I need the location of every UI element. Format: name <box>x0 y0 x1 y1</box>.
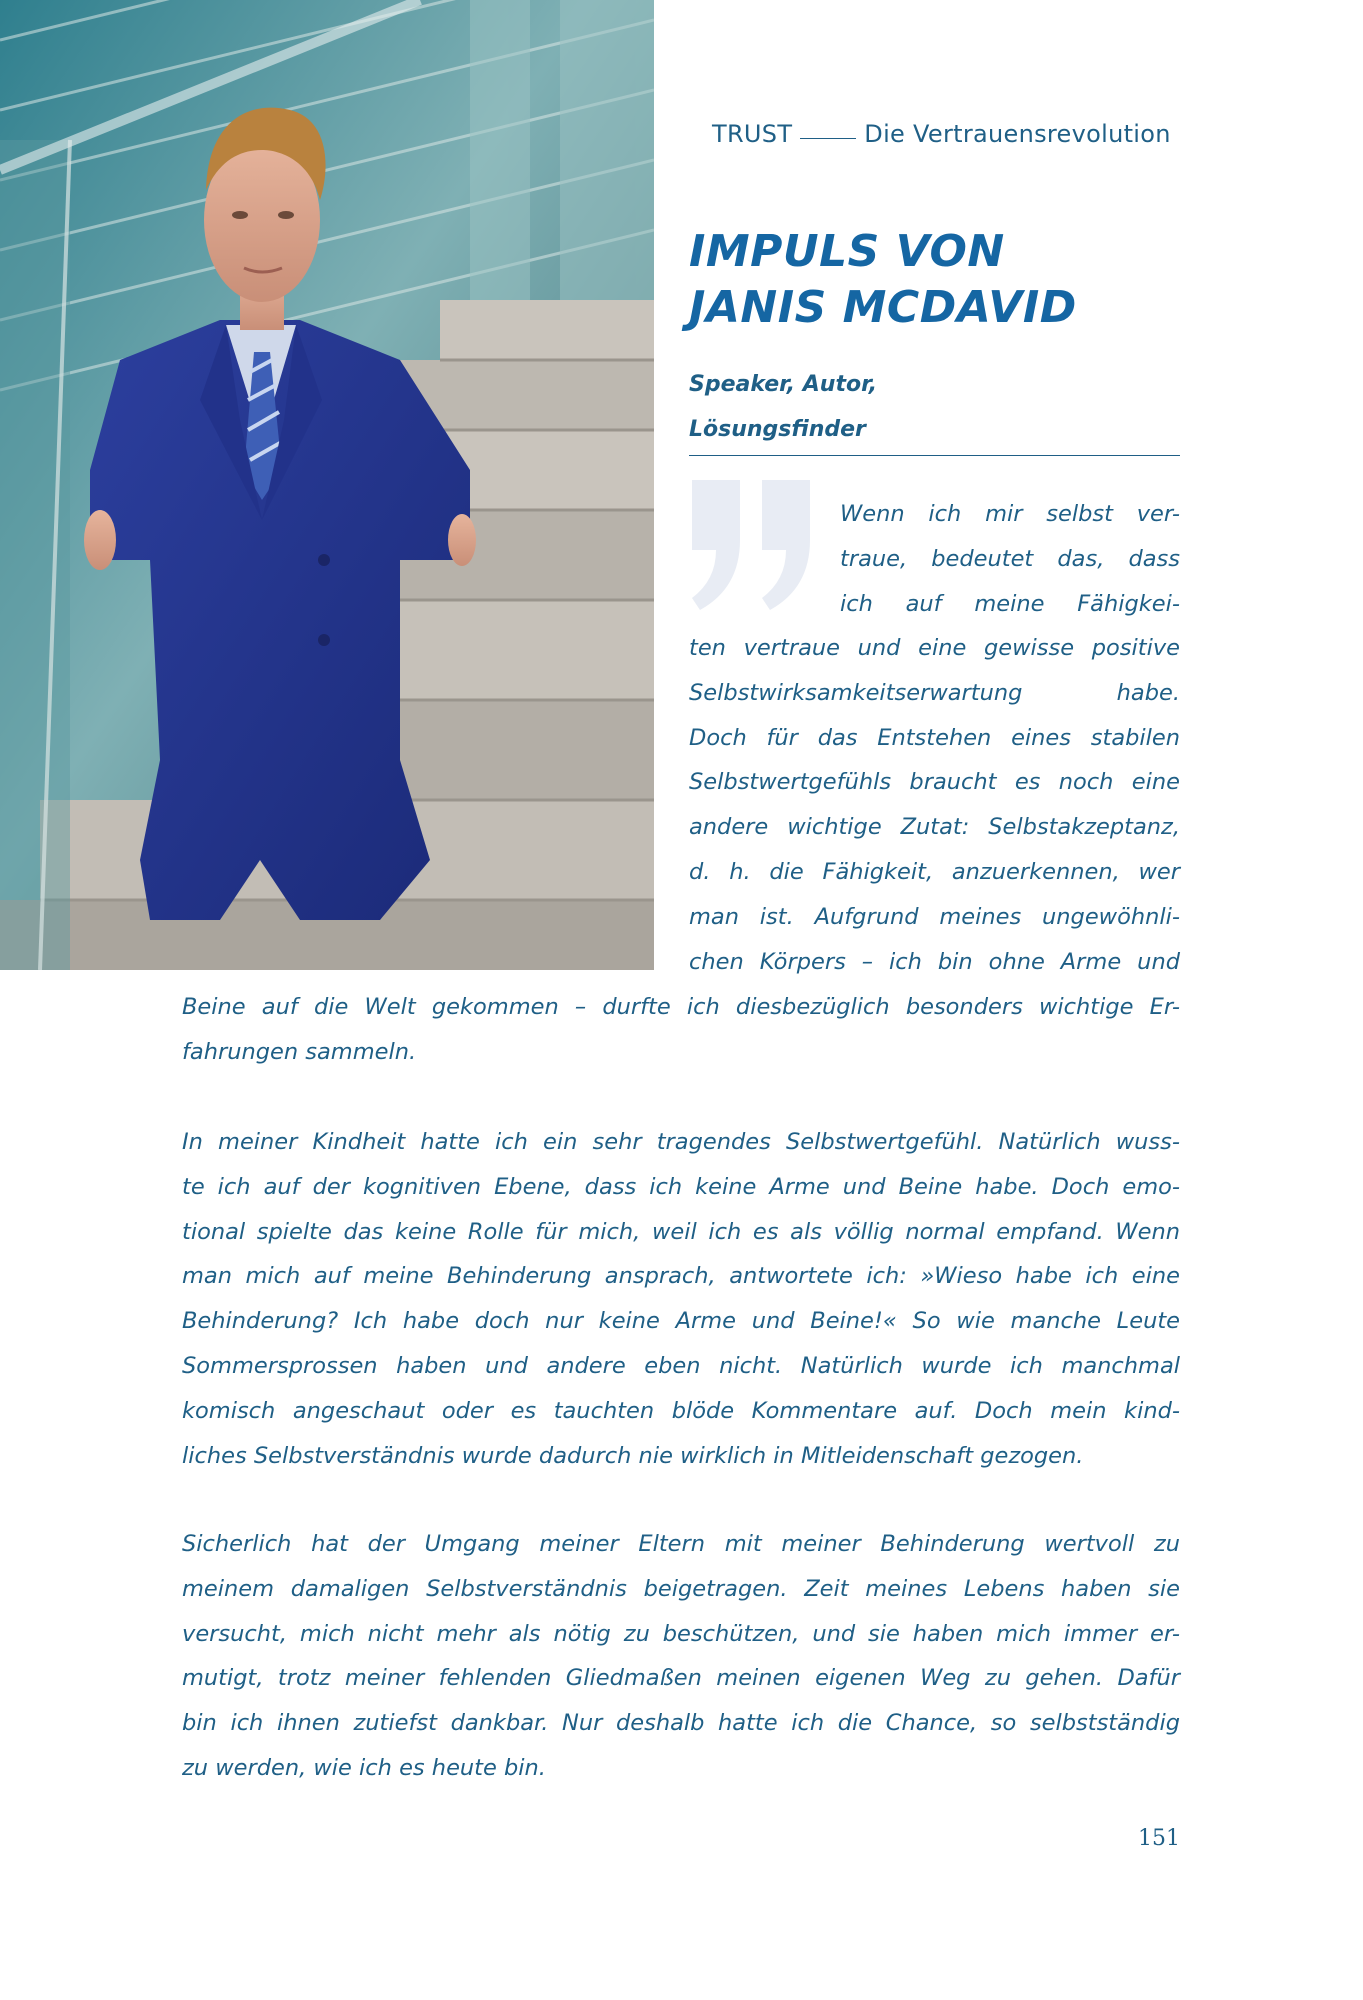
text-line: tional spielte das keine Rolle für mich, weil ich es als völlig normal empfand. Wenn <box>182 1218 1180 1245</box>
text-line: ten vertraue und eine gewisse positive <box>689 635 1180 661</box>
text-line: Sommersprossen haben und andere eben nicht. Natürlich wurde ich manchmal <box>182 1352 1180 1379</box>
text-line: Sicherlich hat der Umgang meiner Eltern mit meiner Behinderung wertvoll zu <box>182 1531 1180 1557</box>
subtitle-line-2: Lösungsfinder <box>689 417 866 442</box>
page-number: 151 <box>1138 1826 1180 1851</box>
paragraph-1-column <box>689 626 1180 984</box>
paragraph-2 <box>182 1120 1180 1478</box>
text-line: meinem damaligen Selbstverständnis beigetragen. Zeit meines Lebens haben sie <box>182 1575 1180 1602</box>
page-title <box>689 224 1180 336</box>
paragraph-1-narrow <box>840 492 1180 626</box>
paragraph-3 <box>182 1522 1180 1791</box>
paragraph-1-full <box>182 985 1180 1075</box>
header-rule <box>800 138 856 139</box>
book-title: Die Vertrauensrevolution <box>864 120 1171 148</box>
quotation-mark-icon <box>682 470 822 620</box>
text-line: versucht, mich nicht mehr als nötig zu beschützen, und sie haben mich immer er- <box>182 1620 1180 1647</box>
text-line: Beine auf die Welt gekommen – durfte ich diesbezüglich besonders wichtige Er- <box>182 994 1180 1020</box>
text-line: ich auf meine Fähigkei- <box>840 590 1180 617</box>
text-line: man ist. Aufgrund meines ungewöhnli- <box>689 903 1180 930</box>
text-line: d. h. die Fähigkeit, anzuerkennen, wer <box>689 858 1180 885</box>
text-line: komisch angeschaut oder es tauchten blöde Kommentare auf. Doch mein kind- <box>182 1397 1180 1424</box>
text-line: traue, bedeutet das, dass <box>840 545 1180 572</box>
text-line: In meiner Kindheit hatte ich ein sehr tragendes Selbstwertgefühl. Natürlich wuss- <box>182 1129 1180 1155</box>
text-line: Wenn ich mir selbst ver- <box>840 501 1180 527</box>
text-line: Doch für das Entstehen eines stabilen <box>689 724 1180 751</box>
author-roles <box>689 362 1180 452</box>
title-line-2: JANIS MCDAVID <box>689 282 1077 333</box>
text-line: te ich auf der kognitiven Ebene, dass ich keine Arme und Beine habe. Doch emo- <box>182 1173 1180 1200</box>
text-line: mutigt, trotz meiner fehlenden Gliedmaßen meinen eigenen Weg zu gehen. Dafür <box>182 1665 1180 1692</box>
title-divider <box>689 455 1180 456</box>
title-line-1: IMPULS VON <box>689 226 1005 277</box>
portrait-photo <box>0 0 654 970</box>
text-line: Selbstwirksamkeitserwartung habe. <box>689 679 1180 706</box>
text-line: liches Selbstverständnis wurde dadurch nie wirklich in Mitleidenschaft gezogen. <box>182 1442 1084 1469</box>
text-line: man mich auf meine Behinderung ansprach, antwortete ich: »Wieso habe ich eine <box>182 1263 1180 1290</box>
text-line: zu werden, wie ich es heute bin. <box>182 1754 546 1781</box>
subtitle-line-1: Speaker, Autor, <box>689 372 878 397</box>
text-line: fahrungen sammeln. <box>182 1038 417 1065</box>
text-line: andere wichtige Zutat: Selbstakzeptanz, <box>689 814 1180 841</box>
text-line: bin ich ihnen zutiefst dankbar. Nur deshalb hatte ich die Chance, so selbstständig <box>182 1710 1180 1737</box>
running-header <box>712 120 1180 148</box>
text-line: Selbstwertgefühls braucht es noch eine <box>689 769 1180 796</box>
text-line: Behinderung? Ich habe doch nur keine Arme und Beine!« So wie manche Leute <box>182 1308 1180 1335</box>
section-label: TRUST <box>712 120 793 148</box>
text-line: chen Körpers – ich bin ohne Arme und <box>689 948 1180 975</box>
